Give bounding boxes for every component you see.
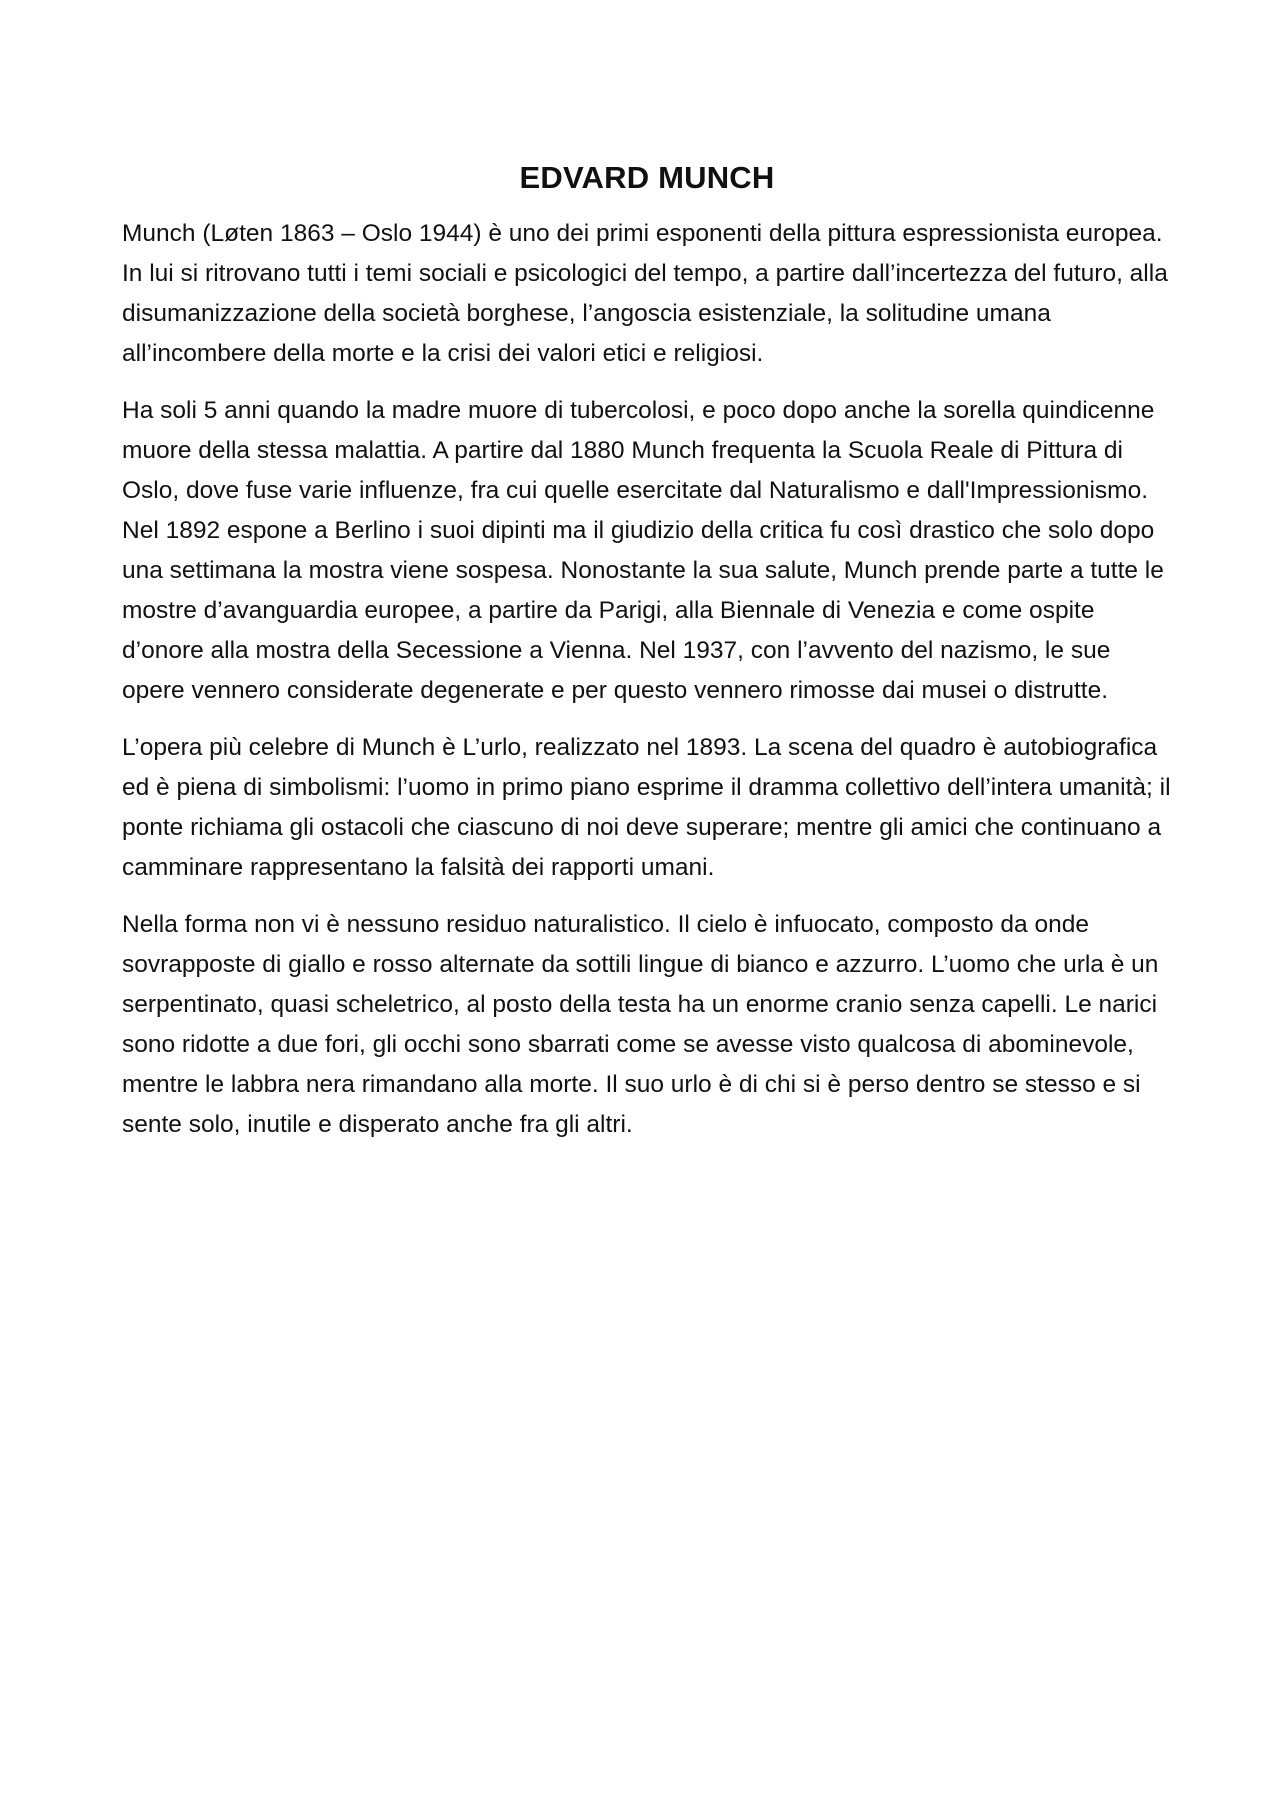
paragraph-biography: Ha soli 5 anni quando la madre muore di tubercolosi, e poco dopo anche la sorella quindicenne muore della stessa malattia. A partire dal 1880 Munch frequenta la Scuola Reale di Pittura di Oslo, dove fuse varie influenze, fra cui quelle esercitate dal Naturalismo e dall'Impressionismo. Nel 1892 espone a Berlino i suoi dipinti ma il giudizio della critica fu così drastico che solo dopo una settimana la mostra viene sospesa. Nonostante la sua salute, Munch prende parte a tutte le mostre d’avanguardia europee, a partire da Parigi, alla Biennale di Venezia e come ospite d’onore alla mostra della Secessione a Vienna. Nel 1937, con l’avvento del nazismo, le sue opere vennero considerate degenerate e per questo vennero rimosse dai musei o distrutte. [122,397,1164,704]
document-body [122,158,1172,1162]
paragraph-the-scream: L’opera più celebre di Munch è L’urlo, realizzato nel 1893. La scena del quadro è autobiografica ed è piena di simbolismi: l’uomo in primo piano esprime il dramma collettivo dell’intera umanità; il ponte richiama gli ostacoli che ciascuno di noi deve superare; mentre gli amici che continuano a camminare rappresentano la falsità dei rapporti umani. [122,734,1171,881]
paragraph-form-analysis: Nella forma non vi è nessuno residuo naturalistico. Il cielo è infuocato, composto da onde sovrapposte di giallo e rosso alternate da sottili lingue di bianco e azzurro. L’uomo che urla è un serpentinato, quasi scheletrico, al posto della testa ha un enorme cranio senza capelli. Le narici sono ridotte a due fori, gli occhi sono sbarrati come se avesse visto qualcosa di abominevole, mentre le labbra nera rimandano alla morte. Il suo urlo è di chi si è perso dentro se stesso e si sente solo, inutile e disperato anche fra gli altri. [122,911,1159,1138]
paragraph-intro: Munch (Løten 1863 – Oslo 1944) è uno dei primi esponenti della pittura espressionista europea. In lui si ritrovano tutti i temi sociali e psicologici del tempo, a partire dall’incertezza del futuro, alla disumanizzazione della società borghese, l’angoscia esistenziale, la solitudine umana all’incombere della morte e la crisi dei valori etici e religiosi. [122,220,1168,367]
page-title: EDVARD MUNCH [519,160,775,195]
